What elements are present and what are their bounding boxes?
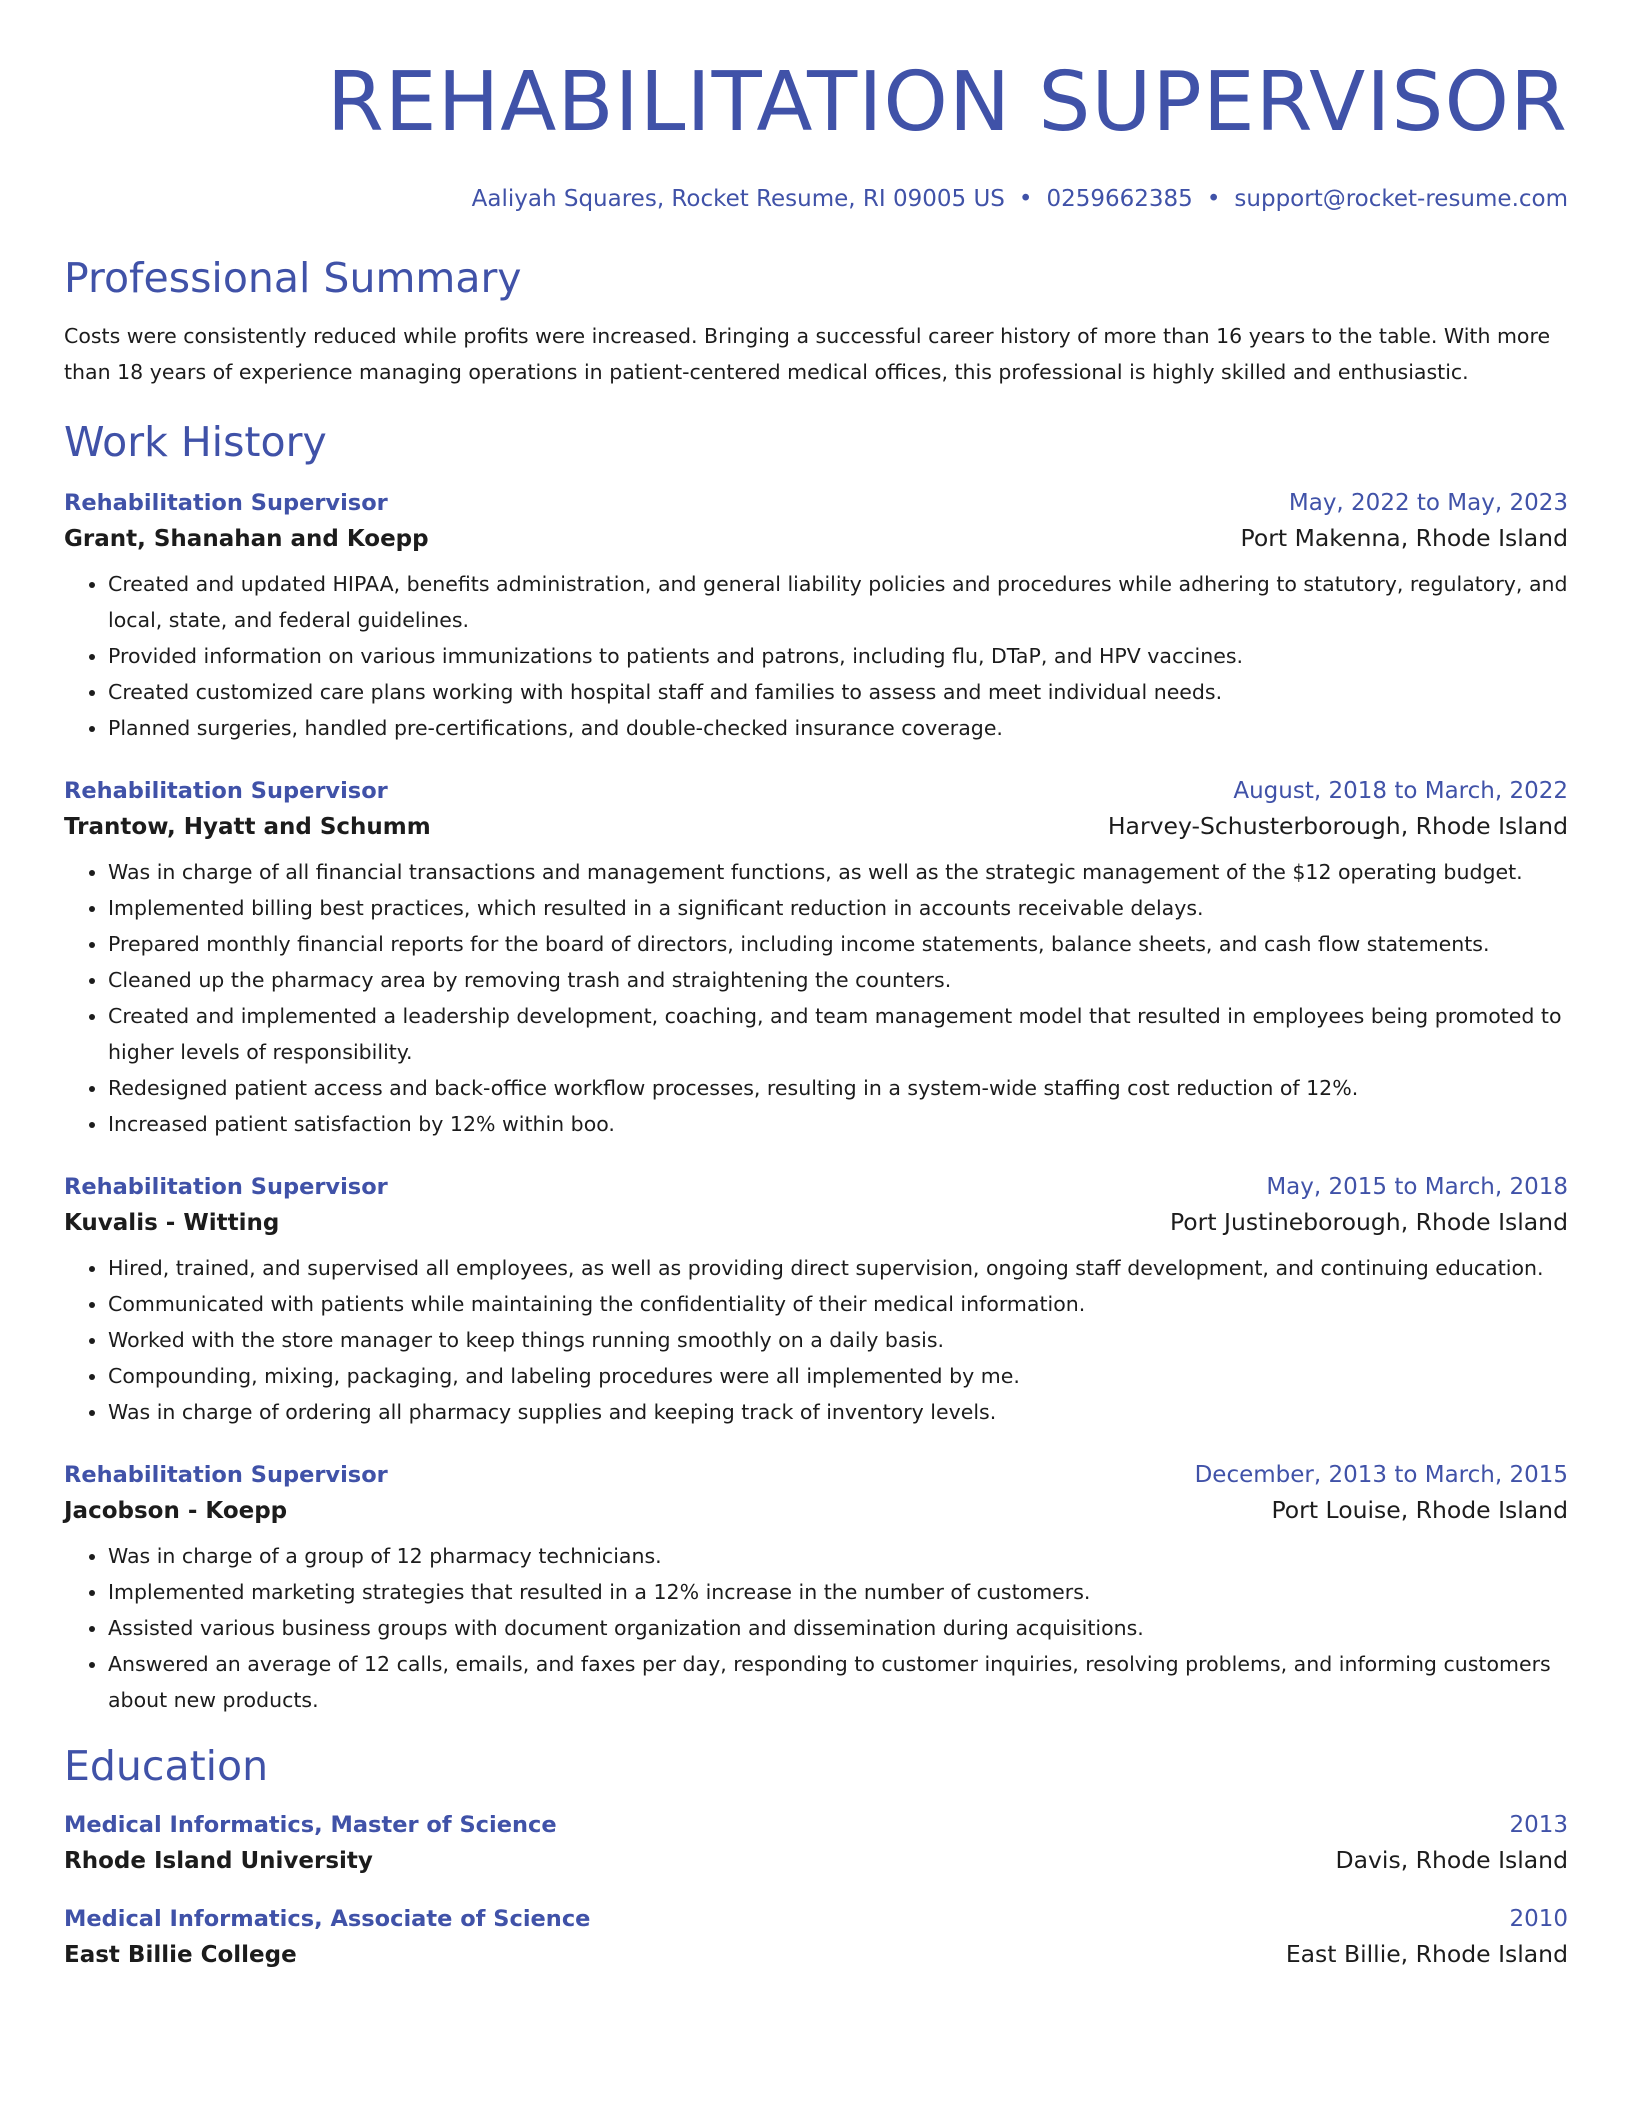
education-location: Davis, Rhode Island: [1335, 1846, 1568, 1874]
work-history-heading: Work History: [64, 418, 327, 466]
education-degree: Medical Informatics, Associate of Science: [64, 1906, 591, 1932]
job-dates: August, 2018 to March, 2022: [1233, 778, 1568, 804]
job-bullets: [64, 1538, 1568, 1718]
job-subheader: [64, 1208, 1568, 1236]
job-bullet: • Communicated with patients while maintaining the confidentiality of their medical information.: [108, 1286, 1568, 1322]
job-entry: [64, 1462, 1568, 1718]
job-role: Rehabilitation Supervisor: [64, 1462, 388, 1488]
job-dates: December, 2013 to March, 2015: [1194, 1462, 1568, 1488]
phone: 0259662385: [1046, 186, 1193, 212]
job-role: Rehabilitation Supervisor: [64, 1174, 388, 1200]
job-bullet: • Planned surgeries, handled pre-certifications, and double-checked insurance coverage.: [108, 710, 1568, 746]
job-bullet: • Hired, trained, and supervised all employees, as well as providing direct supervision, ongoing staff development, and continuing education.: [108, 1250, 1568, 1286]
job-bullet: • Cleaned up the pharmacy area by removing trash and straightening the counters.: [108, 962, 1568, 998]
education-entry: [64, 1906, 1568, 1968]
job-bullet: • Compounding, mixing, packaging, and labeling procedures were all implemented by me.: [108, 1358, 1568, 1394]
job-subheader: [64, 812, 1568, 840]
job-bullet: • Answered an average of 12 calls, emails, and faxes per day, responding to customer inquiries, resolving problems, and informing customers about new products.: [108, 1646, 1568, 1718]
education-year: 2013: [1509, 1812, 1568, 1838]
job-bullet: • Increased patient satisfaction by 12% within boo.: [108, 1106, 1568, 1142]
education-heading: Education: [64, 1742, 269, 1790]
job-company: Grant, Shanahan and Koepp: [64, 526, 429, 552]
address: Aaliyah Squares, Rocket Resume, RI 09005 US: [471, 186, 1005, 212]
job-header: [64, 1462, 1568, 1488]
separator: •: [1206, 186, 1221, 212]
job-bullet: • Was in charge of all financial transactions and management functions, as well as the strategic management of the $12 operating budget.: [108, 854, 1568, 890]
job-bullet: • Redesigned patient access and back-office workflow processes, resulting in a system-wide staffing cost reduction of 12%.: [108, 1070, 1568, 1106]
education-entry: [64, 1812, 1568, 1874]
education-subheader: [64, 1846, 1568, 1874]
job-bullet: • Prepared monthly financial reports for the board of directors, including income statements, balance sheets, and cash flow statements.: [108, 926, 1568, 962]
education-school: East Billie College: [64, 1942, 297, 1968]
education-subheader: [64, 1940, 1568, 1968]
job-location: Port Justineborough, Rhode Island: [1169, 1208, 1568, 1236]
job-company: Kuvalis - Witting: [64, 1210, 280, 1236]
job-bullet: • Created and implemented a leadership development, coaching, and team management model that resulted in employees being promoted to higher levels of responsibility.: [108, 998, 1568, 1070]
job-header: [64, 490, 1568, 516]
job-location: Harvey-Schusterborough, Rhode Island: [1107, 812, 1568, 840]
job-role: Rehabilitation Supervisor: [64, 778, 388, 804]
education-header: [64, 1812, 1568, 1838]
resume-title: REHABILITATION SUPERVISOR: [326, 55, 1568, 150]
job-bullet: • Worked with the store manager to keep things running smoothly on a daily basis.: [108, 1322, 1568, 1358]
contact-line: [64, 186, 1568, 212]
job-entry: [64, 778, 1568, 1142]
job-bullets: [64, 1250, 1568, 1430]
job-dates: May, 2022 to May, 2023: [1288, 490, 1568, 516]
job-company: Jacobson - Koepp: [64, 1498, 288, 1524]
job-company: Trantow, Hyatt and Schumm: [64, 814, 431, 840]
separator: •: [1018, 186, 1033, 212]
job-location: Port Makenna, Rhode Island: [1240, 524, 1568, 552]
job-role: Rehabilitation Supervisor: [64, 490, 388, 516]
job-bullet: • Assisted various business groups with document organization and dissemination during acquisitions.: [108, 1610, 1568, 1646]
education-school: Rhode Island University: [64, 1848, 373, 1874]
education-year: 2010: [1509, 1906, 1568, 1932]
education-header: [64, 1906, 1568, 1932]
job-subheader: [64, 524, 1568, 552]
job-bullet: • Created and updated HIPAA, benefits administration, and general liability policies and procedures while adhering to statutory, regulatory, and local, state, and federal guidelines.: [108, 566, 1568, 638]
job-bullet: • Was in charge of ordering all pharmacy supplies and keeping track of inventory levels.: [108, 1394, 1568, 1430]
email-link[interactable]: support@rocket-resume.com: [1234, 186, 1568, 212]
job-bullet: • Implemented marketing strategies that resulted in a 12% increase in the number of customers.: [108, 1574, 1568, 1610]
job-bullet: • Provided information on various immunizations to patients and patrons, including flu, DTaP, and HPV vaccines.: [108, 638, 1568, 674]
job-dates: May, 2015 to March, 2018: [1266, 1174, 1568, 1200]
summary-text: Costs were consistently reduced while profits were increased. Bringing a successful career history of more than 16 years to the table. With more than 18 years of experience managing operations in patient-centered medical offices, this professional is highly skilled and enthusiastic.: [64, 324, 1551, 384]
job-header: [64, 1174, 1568, 1200]
job-bullets: [64, 854, 1568, 1142]
job-entry: [64, 490, 1568, 746]
education-degree: Medical Informatics, Master of Science: [64, 1812, 557, 1838]
job-header: [64, 778, 1568, 804]
job-bullet: • Was in charge of a group of 12 pharmacy technicians.: [108, 1538, 1568, 1574]
job-location: Port Louise, Rhode Island: [1271, 1496, 1568, 1524]
job-entry: [64, 1174, 1568, 1430]
job-bullets: [64, 566, 1568, 746]
job-bullet: • Implemented billing best practices, which resulted in a significant reduction in accounts receivable delays.: [108, 890, 1568, 926]
education-location: East Billie, Rhode Island: [1285, 1940, 1568, 1968]
job-subheader: [64, 1496, 1568, 1524]
summary-heading: Professional Summary: [64, 254, 522, 302]
job-bullet: • Created customized care plans working with hospital staff and families to assess and meet individual needs.: [108, 674, 1568, 710]
